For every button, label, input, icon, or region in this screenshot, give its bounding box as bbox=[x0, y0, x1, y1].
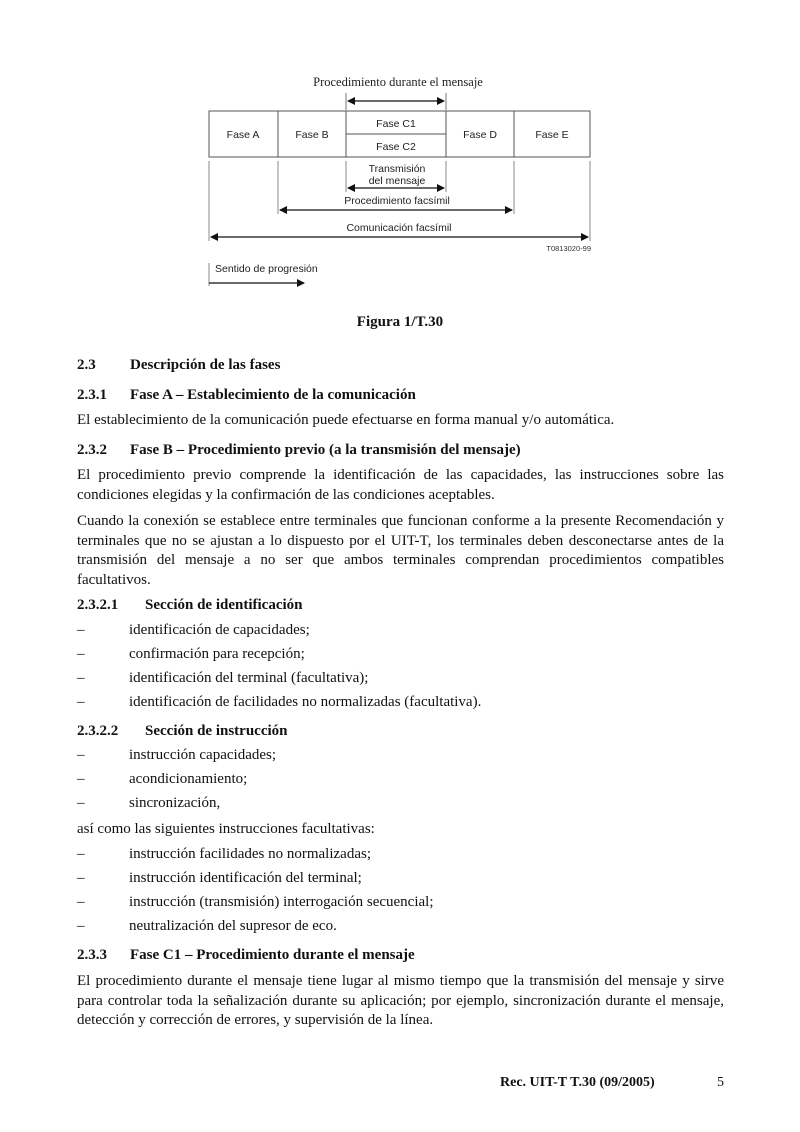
list-item-text: instrucción capacidades; bbox=[129, 747, 277, 763]
list-dash: – bbox=[77, 918, 85, 934]
list-item-text: instrucción identificación del terminal; bbox=[129, 870, 362, 886]
list-item-text: acondicionamiento; bbox=[129, 771, 248, 787]
list-dash: – bbox=[77, 870, 85, 886]
paragraph-2-3-1: El establecimiento de la comunicación puede efectuarse en forma manual y/o automática. bbox=[77, 412, 615, 428]
optional-intro-text: así como las siguientes instrucciones facultativas: bbox=[77, 821, 375, 837]
list-item-text: identificación de capacidades; bbox=[129, 622, 310, 638]
figure-caption: Figura 1/T.30 bbox=[356, 314, 444, 330]
list-dash: – bbox=[77, 795, 85, 811]
heading-2-3 bbox=[77, 357, 281, 374]
label-procedimiento-durante-mensaje: Procedimiento durante el mensaje bbox=[313, 75, 483, 89]
section-title: Fase C1 – Procedimiento durante el mensaje bbox=[130, 947, 415, 963]
label-transmision-line2: del mensaje bbox=[368, 175, 426, 187]
list-item-text: neutralización del supresor de eco. bbox=[129, 918, 337, 934]
phase-c1-label: Fase C1 bbox=[376, 118, 416, 130]
heading-2-3-2-1 bbox=[77, 597, 303, 614]
list-dash: – bbox=[77, 622, 85, 638]
list-dash: – bbox=[77, 846, 85, 862]
section-title: Fase A – Establecimiento de la comunicación bbox=[130, 387, 416, 403]
list-dash: – bbox=[77, 694, 85, 710]
phase-a-label: Fase A bbox=[226, 129, 260, 141]
section-number: 2.3.2 bbox=[77, 442, 107, 458]
label-transmision-line1: Transmisión bbox=[368, 163, 426, 175]
label-sentido-progresion: Sentido de progresión bbox=[215, 263, 318, 275]
heading-2-3-2 bbox=[77, 442, 521, 459]
section-title: Fase B – Procedimiento previo (a la transmisión del mensaje) bbox=[130, 442, 521, 458]
phase-d-label: Fase D bbox=[463, 129, 497, 141]
figure-code: T0813020-99 bbox=[546, 244, 591, 253]
page-number: 5 bbox=[717, 1075, 724, 1090]
list-item-text: confirmación para recepción; bbox=[129, 646, 305, 662]
list-dash: – bbox=[77, 894, 85, 910]
section-number: 2.3.3 bbox=[77, 947, 107, 963]
section-number: 2.3 bbox=[77, 357, 96, 373]
footer-reference: Rec. UIT-T T.30 (09/2005) bbox=[500, 1075, 655, 1090]
list-item-text: instrucción (transmisión) interrogación secuencial; bbox=[129, 894, 434, 910]
list-item-text: identificación de facilidades no normalizadas (facultativa). bbox=[129, 694, 482, 710]
heading-2-3-1 bbox=[77, 387, 416, 404]
section-title: Sección de identificación bbox=[145, 597, 303, 613]
section-number: 2.3.2.2 bbox=[77, 723, 119, 739]
paragraph-2-3-2-b: Cuando la conexión se establece entre terminales que funcionan conforme a la presente Recomendación y terminales que no se ajustan a lo dispuesto por el UIT-T, los terminales deben desconectarse antes de la transmisión del mensaje a no ser que ambos terminales comprendan procedimientos compatibles facultativos. bbox=[77, 513, 724, 588]
list-dash: – bbox=[77, 771, 85, 787]
list-dash: – bbox=[77, 646, 85, 662]
section-title: Descripción de las fases bbox=[130, 357, 281, 373]
section-title: Sección de instrucción bbox=[145, 723, 288, 739]
phase-e-label: Fase E bbox=[535, 129, 569, 141]
label-procedimiento-facsimil: Procedimiento facsímil bbox=[344, 195, 450, 207]
list-dash: – bbox=[77, 670, 85, 686]
optional-intro bbox=[77, 821, 375, 838]
section-number: 2.3.1 bbox=[77, 387, 107, 403]
phase-b-label: Fase B bbox=[295, 129, 329, 141]
label-comunicacion-facsimil: Comunicación facsímil bbox=[346, 222, 452, 234]
heading-2-3-3 bbox=[77, 947, 415, 964]
section-number: 2.3.2.1 bbox=[77, 597, 119, 613]
heading-2-3-2-2 bbox=[77, 723, 288, 740]
phases-diagram-svg bbox=[0, 0, 800, 300]
list-item-text: instrucción facilidades no normalizadas; bbox=[129, 846, 371, 862]
figure-phases-diagram bbox=[0, 0, 800, 300]
list-item-text: sincronización, bbox=[129, 795, 221, 811]
list-dash: – bbox=[77, 747, 85, 763]
list-item-text: identificación del terminal (facultativa); bbox=[129, 670, 369, 686]
paragraph-2-3-2-a: El procedimiento previo comprende la identificación de las capacidades, las instrucciones sobre las condiciones elegidas y la confirmación de las condiciones aceptables. bbox=[77, 467, 724, 503]
phase-c2-label: Fase C2 bbox=[376, 141, 416, 153]
paragraph-2-3-3: El procedimiento durante el mensaje tiene lugar al mismo tiempo que la transmisión del mensaje y sirve para controlar toda la señalización durante su aplicación; por ejemplo, sincronización durante el mensaje, detección y corrección de errores, y supervisión de la línea. bbox=[77, 973, 724, 1028]
